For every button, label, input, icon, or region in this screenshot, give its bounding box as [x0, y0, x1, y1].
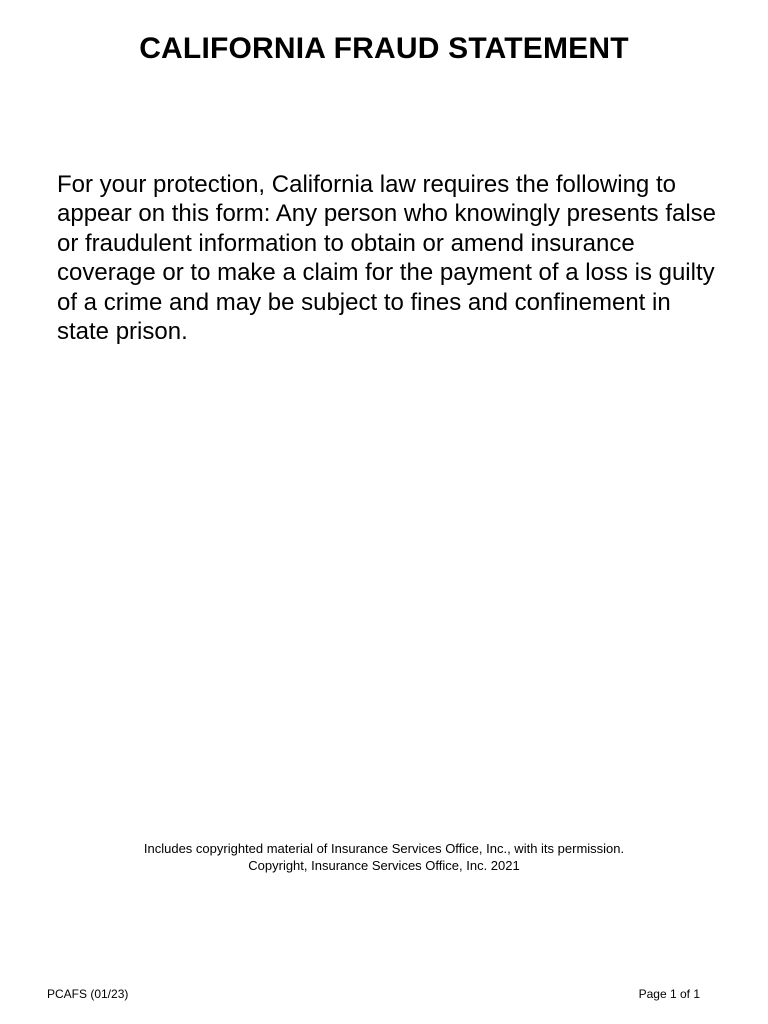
fraud-statement-text: For your protection, California law requires the following to appear on this form: Any person who knowingly presents false or fraudulent information to obtain or amend insurance coverage or to make a claim for the payment of a loss is guilty of a crime and may be subject to fines and confinement in state prison. [57, 171, 717, 346]
copyright-line-1: Includes copyrighted material of Insurance Services Office, Inc., with its permission. [143, 841, 625, 856]
page-number: Page 1 of 1 [638, 987, 700, 1001]
form-code: PCAFS (01/23) [47, 987, 129, 1001]
copyright-line-2: Copyright, Insurance Services Office, Inc. 2021 [248, 858, 520, 873]
copyright-notice [0, 840, 768, 874]
document-title: CALIFORNIA FRAUD STATEMENT [139, 32, 629, 65]
